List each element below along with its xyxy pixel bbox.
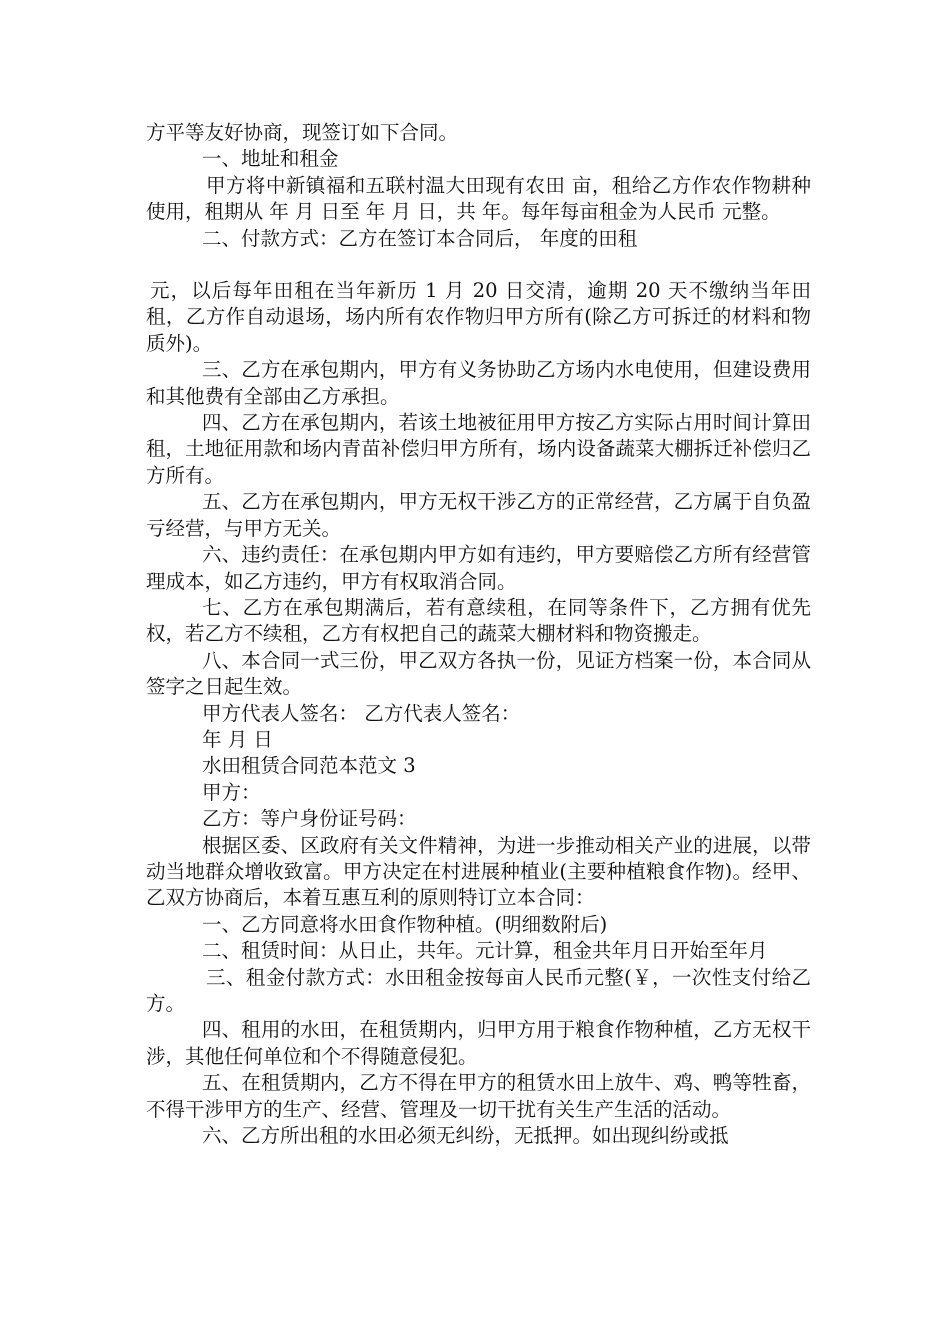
paragraph-contract3-clause-2: 二、租赁时间：从日止，共年。元计算，租金共年月日开始至年月 [202, 939, 768, 963]
paragraph-intro-tail: 方平等友好协商，现签订如下合同。 [146, 121, 459, 144]
paragraph-clause-3: 三、乙方在承包期内，甲方有义务协助乙方场内水电使用，但建设费用和其他费有全部由乙方承担。 [146, 358, 811, 408]
paragraph-clause-6: 六、违约责任：在承包期内甲方如有违约，甲方要赔偿乙方所有经营管理成本，如乙方违约，甲方有权取消合同。 [146, 543, 811, 593]
paragraph-heading-address-rent: 一、地址和租金 [202, 147, 339, 171]
paragraph-party-a: 甲方： [202, 780, 261, 804]
section-title-contract-3: 水田租赁合同范本范文 3 [202, 754, 416, 778]
paragraph-clause-8: 八、本合同一式三份，甲乙双方各执一份，见证方档案一份，本合同从签字之日起生效。 [146, 648, 811, 699]
paragraph-contract3-clause-6: 六、乙方所出租的水田必须无纠纷，无抵押。如出现纠纷或抵 [202, 1124, 729, 1148]
paragraph-clause-7: 七、乙方在承包期满后，若有意续租，在同等条件下，乙方拥有优先权，若乙方不续租，乙方有权把自己的蔬菜大棚材料和物资搬走。 [146, 595, 811, 646]
paragraph-preamble: 根据区委、区政府有关文件精神，为进一步推动相关产业的进展，以带动当地群众增收致富。甲方决定在村进展种植业(主要种植粮食作物)。经甲、乙双方协商后，本着互惠互利的原则特订立本合同： [146, 833, 811, 910]
paragraph-signatures: 甲方代表人签名： 乙方代表人签名： [202, 701, 521, 725]
paragraph-contract3-clause-3: 三、租金付款方式：水田租金按每亩人民币元整(￥，一次性支付给乙方。 [146, 965, 811, 1015]
paragraph-payment-method: 二、付款方式：乙方在签订本合同后， 年度的田租 [202, 226, 638, 250]
paragraph-clause-4: 四、乙方在承包期内，若该土地被征用甲方按乙方实际占用时间计算田租，土地征用款和场内青苗补偿归甲方所有，场内设备蔬菜大棚拆迁补偿归乙方所有。 [146, 411, 811, 487]
paragraph-contract3-clause-4: 四、租用的水田，在租赁期内，归甲方用于粮食作物种植，乙方无权干涉，其他任何单位和个不得随意侵犯。 [146, 1018, 811, 1068]
paragraph-clause-5: 五、乙方在承包期内，甲方无权干涉乙方的正常经营，乙方属于自负盈亏经营，与甲方无关。 [146, 490, 811, 540]
document-body [146, 120, 811, 1149]
paragraph-party-b: 乙方：等户身份证号码： [202, 807, 417, 831]
paragraph-contract3-clause-5: 五、在租赁期内，乙方不得在甲方的租赁水田上放牛、鸡、鸭等牲畜，不得干涉甲方的生产、经营、管理及一切干扰有关生产生活的活动。 [146, 1071, 811, 1121]
paragraph-date-line: 年 月 日 [202, 727, 273, 751]
paragraph-address-rent-body: 甲方将中新镇福和五联村温大田现有农田 亩，租给乙方作农作物耕种使用，租期从 年 月 日至 年 月 日，共 年。每年每亩租金为人民币 元整。 [146, 173, 811, 224]
paragraph-payment-terms: 元，以后每年田租在当年新历 1 月 20 日交清，逾期 20 天不缴纳当年田租，乙方作自动退场，场内所有农作物归甲方所有(除乙方可拆迁的材料和物质外)。 [146, 279, 811, 355]
paragraph-contract3-clause-1: 一、乙方同意将水田食作物种植。(明细数附后) [202, 912, 608, 936]
